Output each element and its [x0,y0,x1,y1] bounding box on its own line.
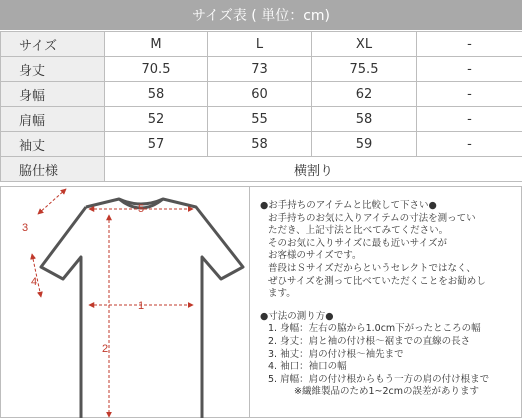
table-cell: 62 [312,82,417,107]
size-header-extra: - [417,32,522,57]
table-cell: 52 [105,107,208,132]
table-cell: 58 [208,132,312,157]
notes-intro-line: ただき、上記寸法と比べてみてください。 [268,225,449,237]
notes-intro-line: そのお気に入りサイズに最も近いサイズが [268,237,447,249]
label-4: 4 [30,276,38,288]
table-cell: 58 [312,107,417,132]
table-row [1,57,522,82]
table-cell: 58 [105,82,208,107]
size-header-row [1,32,522,57]
table-cell: - [417,57,522,82]
label-5: 5 [137,203,145,215]
label-2: 2 [101,343,109,355]
notes-intro-line: 普段はＳサイズだからというセレクトではなく、 [268,262,476,274]
table-cell: 60 [208,82,312,107]
table-cell: 75.5 [312,57,417,82]
table-cell: 57 [105,132,208,157]
size-header-label: サイズ [1,32,105,57]
notes-intro-heading: ●お手持ちのアイテムと比較して下さい● [260,200,437,211]
size-header-l: L [208,32,312,57]
table-cell: 59 [312,132,417,157]
notes-intro-line: お手持ちのお気に入りアイテムの寸法を測ってい [268,212,476,224]
notes-method-line: 3. 袖丈：肩の付け根～袖先まで [268,348,404,360]
table-cell: 55 [208,107,312,132]
notes-method-line: 4. 袖口：袖口の幅 [268,361,347,373]
table-row [1,132,522,157]
notes-intro-line: お客様のサイズです。 [268,250,362,262]
table-cell: 73 [208,57,312,82]
row-label-side-spec: 脇仕様 [1,157,105,182]
table-cell: 70.5 [105,57,208,82]
size-header-xl: XL [312,32,417,57]
table-cell: - [417,82,522,107]
notes-method-line: 5. 肩幅：肩の付け根からもう一方の肩の付け根まで [268,373,490,385]
size-chart-title: サイズ表 ( 単位：cm) [0,0,522,30]
label-3: 3 [21,222,29,234]
notes-caveat: ※繊維製品のため1~2cmの誤差があります [294,386,479,398]
notes-method-line: 1. 身幅：左右の脇から1.0cm下がったところの幅 [268,323,481,335]
row-label-sleeve-length: 袖丈 [1,132,105,157]
table-cell: - [417,132,522,157]
row-label-body-width: 身幅 [1,82,105,107]
table-row [1,107,522,132]
table-row [1,82,522,107]
table-cell: - [417,107,522,132]
size-header-m: M [105,32,208,57]
measurement-notes [250,186,522,418]
tshirt-measurement-illustration [1,187,251,418]
tshirt-diagram [0,186,250,418]
row-label-body-length: 身丈 [1,57,105,82]
notes-intro-line: ぜひサイズを測って比べていただくことをお勧めし [268,275,486,287]
notes-method-heading: ●寸法の測り方● [260,310,334,322]
notes-intro-line: ます。 [268,288,296,300]
label-1: 1 [137,300,145,312]
size-table [0,31,522,182]
spec-row [1,157,522,182]
row-label-shoulder-width: 肩幅 [1,107,105,132]
notes-method-line: 2. 身丈：肩と袖の付け根～裾までの直線の長さ [268,335,471,347]
sleeve-length-arrow [38,189,66,214]
side-spec-value: 横割り [105,157,522,182]
